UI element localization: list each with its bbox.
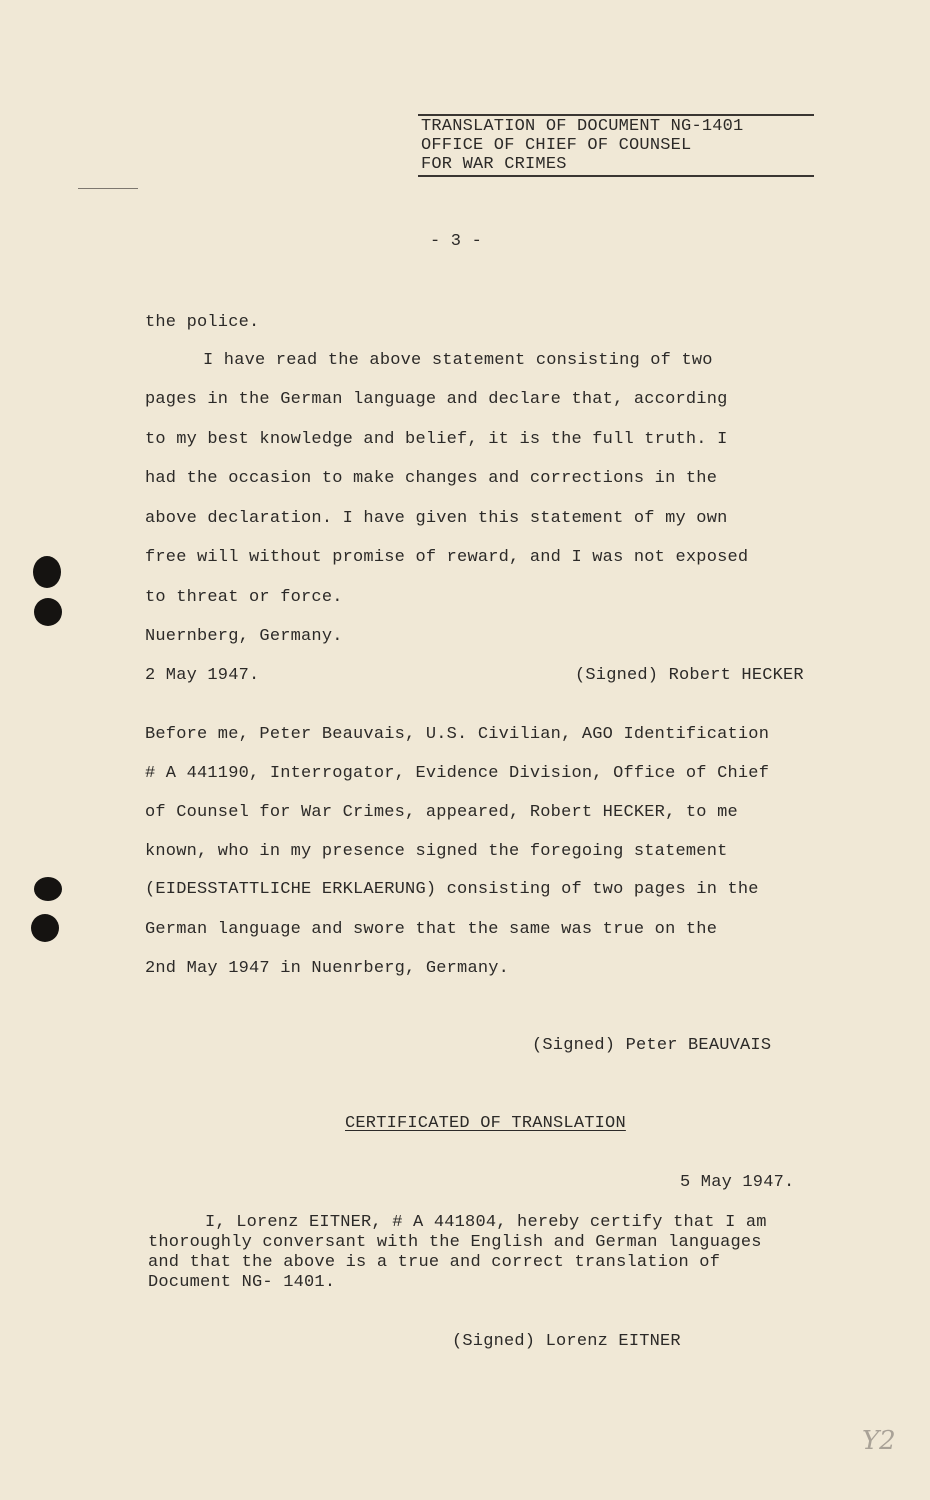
oath-line: Before me, Peter Beauvais, U.S. Civilian, AGO Identification [145, 725, 770, 744]
pencil-mark: Y2 [862, 1426, 896, 1456]
header-line-1: TRANSLATION OF DOCUMENT NG-1401 [421, 117, 744, 136]
statement-line: free will without promise of reward, and I was not exposed [145, 548, 749, 567]
punch-hole [34, 598, 62, 626]
certificate-title: CERTIFICATED OF TRANSLATION [345, 1114, 626, 1133]
statement-line: had the occasion to make changes and corrections in the [145, 469, 718, 488]
stray-mark [78, 188, 138, 189]
statement-date: 2 May 1947. [145, 666, 260, 685]
statement-line: pages in the German language and declare that, according [145, 390, 728, 409]
certificate-line: I, Lorenz EITNER, # A 441804, hereby certify that I am [205, 1213, 767, 1232]
oath-line: # A 441190, Interrogator, Evidence Division, Office of Chief [145, 764, 770, 783]
statement-line: I have read the above statement consisting of two [203, 351, 713, 370]
oath-line: known, who in my presence signed the foregoing statement [145, 842, 728, 861]
oath-signature: (Signed) Peter BEAUVAIS [532, 1036, 772, 1055]
certificate-line: thoroughly conversant with the English and German languages [148, 1233, 762, 1252]
statement-line: above declaration. I have given this statement of my own [145, 509, 728, 528]
certificate-signature: (Signed) Lorenz EITNER [452, 1332, 681, 1351]
statement-line: the police. [145, 313, 260, 332]
statement-line: to threat or force. [145, 588, 343, 607]
oath-line: 2nd May 1947 in Nuenrberg, Germany. [145, 959, 510, 978]
header-line-2: OFFICE OF CHIEF OF COUNSEL [421, 136, 692, 155]
oath-line: (EIDESSTATTLICHE ERKLAERUNG) consisting of two pages in the [145, 880, 759, 899]
certificate-line: and that the above is a true and correct translation of [148, 1253, 721, 1272]
punch-hole [33, 556, 61, 588]
header-top-rule [418, 114, 814, 116]
statement-line: to my best knowledge and belief, it is the full truth. I [145, 430, 728, 449]
oath-line: German language and swore that the same was true on the [145, 920, 718, 939]
header-bottom-rule [418, 175, 814, 177]
certificate-line: Document NG- 1401. [148, 1273, 336, 1292]
oath-line: of Counsel for War Crimes, appeared, Robert HECKER, to me [145, 803, 738, 822]
certificate-date: 5 May 1947. [680, 1173, 795, 1192]
punch-hole [31, 914, 59, 942]
punch-hole [34, 877, 62, 901]
page-number: - 3 - [430, 232, 483, 251]
header-line-3: FOR WAR CRIMES [421, 155, 567, 174]
statement-signature: (Signed) Robert HECKER [575, 666, 804, 685]
statement-place: Nuernberg, Germany. [145, 627, 343, 646]
